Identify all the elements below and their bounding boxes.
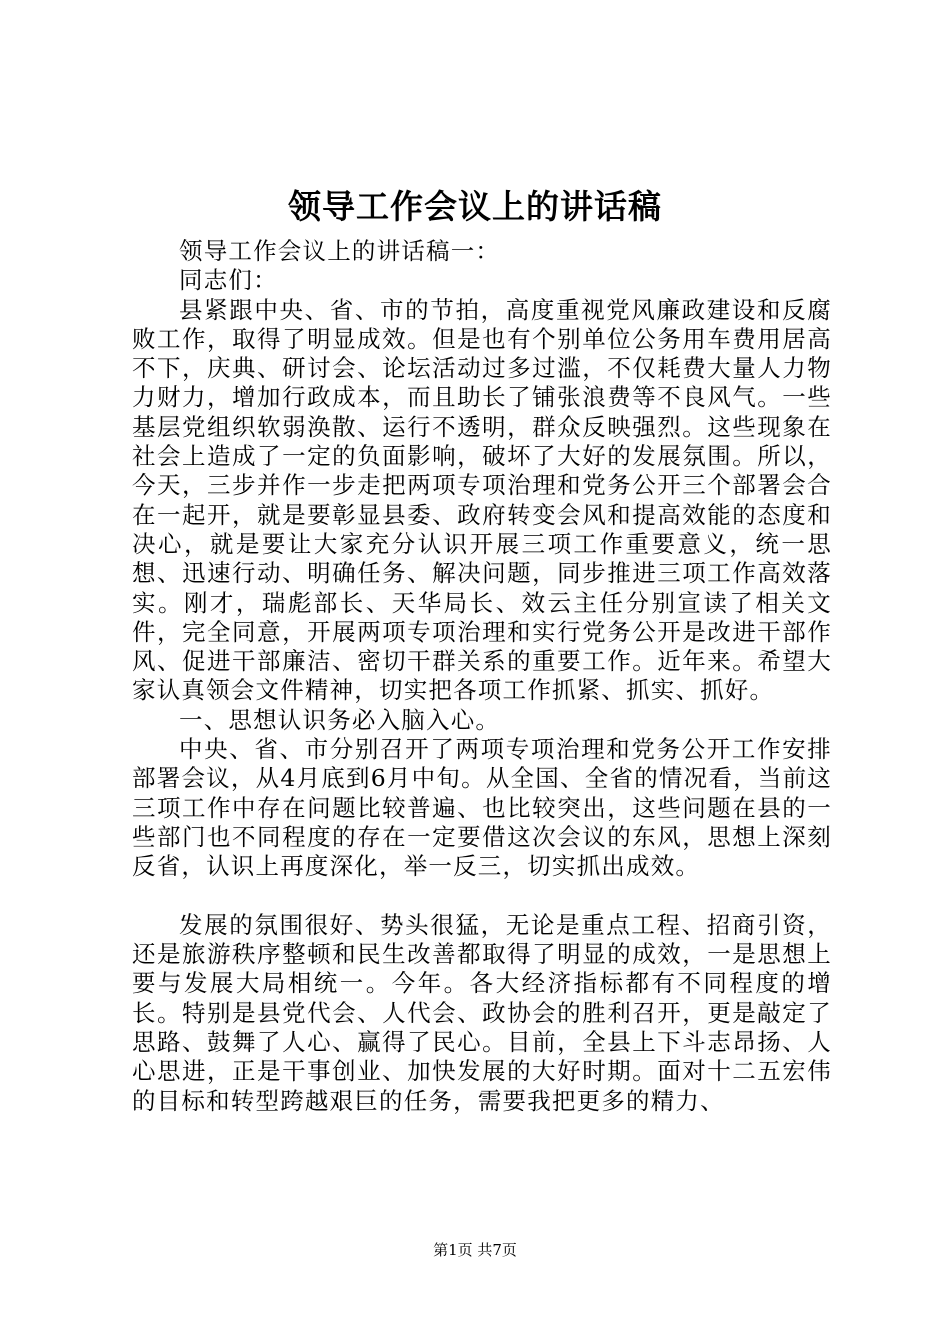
greeting-heading: 领导工作会议上的讲话稿一： — [179, 237, 501, 265]
salutation: 同志们： — [179, 266, 278, 295]
section-heading: 一、思想认识务必入脑入心。 — [179, 705, 501, 734]
document-body — [132, 237, 832, 1116]
page-number-footer: 第1页 共7页 — [433, 1241, 517, 1259]
document-title: 领导工作会议上的讲话稿 — [288, 187, 662, 226]
body-paragraph: 发展的氛围很好、势头很猛，无论是重点工程、招商引资，还是旅游秩序整顿和民生改善都取得了明显的成效，一是思想上要与发展大局相统一。今年。各大经济指标都有不同程度的增长。特别是县党代会、人代会、政协会的胜利召开，更是敲定了思路、鼓舞了人心、赢得了民心。目前，全县上下斗志昂扬、人心思进，正是干事创业、加快发展的大好时期。面对十二五宏伟的目标和转型跨越艰巨的任务，需要我把更多的精力、 — [132, 910, 832, 1115]
body-paragraph: 县紧跟中央、省、市的节拍，高度重视党风廉政建设和反腐败工作，取得了明显成效。但是也有个别单位公务用车费用居高不下，庆典、研讨会、论坛活动过多过滥，不仅耗费大量人力物力财力，增加行政成本，而且助长了铺张浪费等不良风气。一些基层党组织软弱涣散、运行不透明，群众反映强烈。这些现象在社会上造成了一定的负面影响，破坏了大好的发展氛围。所以，今天，三步并作一步走把两项专项治理和党务公开三个部署会合在一起开，就是要彰显县委、政府转变会风和提高效能的态度和决心，就是要让大家充分认识开展三项工作重要意义，统一思想、迅速行动、明确任务、解决问题，同步推进三项工作高效落实。刚才，瑞彪部长、天华局长、效云主任分别宣读了相关文件，完全同意，开展两项专项治理和实行党务公开是改进干部作风、促进干部廉洁、密切干群关系的重要工作。近年来。希望大家认真领会文件精神，切实把各项工作抓紧、抓实、抓好。 — [132, 295, 832, 705]
body-paragraph: 中央、省、市分别召开了两项专项治理和党务公开工作安排部署会议，从4月底到6月中旬。从全国、全省的情况看，当前这三项工作中存在问题比较普遍、也比较突出，这些问题在县的一些部门也不同程度的存在一定要借这次会议的东风，思想上深刻反省，认识上再度深化，举一反三，切实抓出成效。 — [132, 735, 832, 881]
